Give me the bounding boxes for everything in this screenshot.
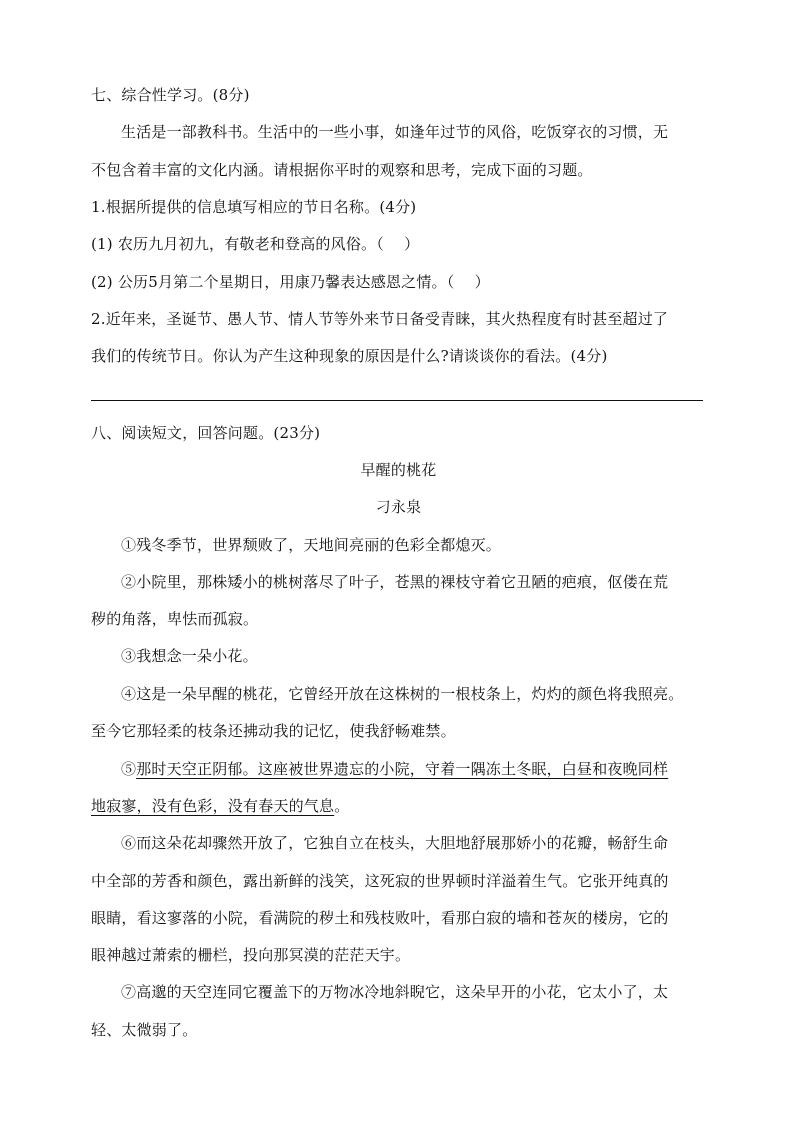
section-7-intro-line-1: 生活是一部教科书。生活中的一些小事，如逢年过节的风俗，吃饭穿衣的习惯，无 — [121, 123, 669, 141]
paragraph-5-line-1 — [121, 759, 706, 779]
article-author: 刁永泉 — [375, 498, 422, 516]
paragraph-5-underlined-text-1: 那时天空正阴郁。这座被世界遗忘的小院，守着一隅冻土冬眠，白昼和夜晚同样 — [136, 760, 669, 778]
paragraph-2-line-2: 秽的角落，卑怯而孤寂。 — [91, 610, 259, 628]
paragraph-4-line-2: 至今它那轻柔的枝条还拂动我的记忆，使我舒畅难禁。 — [91, 722, 456, 740]
article-title: 早醒的桃花 — [360, 461, 437, 479]
question-1: 1.根据所提供的信息填写相应的节日名称。(4分) — [91, 198, 417, 216]
question-2-line-2: 我们的传统节日。你认为产生这种现象的原因是什么?请谈谈你的看法。(4分) — [91, 347, 608, 365]
answer-line — [91, 400, 703, 401]
paragraph-6-line-3: 眼睛，看这寥落的小院，看满院的秽土和残枝败叶，看那白寂的墙和苍灰的楼房，它的 — [91, 909, 669, 927]
paragraph-2-line-1: ②小院里，那株矮小的桃树落尽了叶子，苍黑的裸枝守着它丑陋的疤痕，伛偻在荒 — [121, 573, 669, 591]
question-1-2: (2) 公历5月第二个星期日，用康乃馨表达感恩之情。（ ） — [91, 273, 490, 291]
paragraph-6-line-1: ⑥而这朵花却骤然开放了，它独自立在枝头，大胆地舒展那娇小的花瓣，畅舒生命 — [121, 834, 669, 852]
paragraph-5-underlined-text-2: 地寂寥，没有色彩，没有春天的气息 — [91, 797, 335, 815]
section-7-intro-line-2: 不包含着丰富的文化内涵。请根据你平时的观察和思考，完成下面的习题。 — [91, 161, 593, 179]
section-7-title: 七、综合性学习。(8分) — [91, 86, 250, 104]
paragraph-7-line-1: ⑦高邈的天空连同它覆盖下的万物冰冷地斜睨它，这朵早开的小花，它太小了，太 — [121, 983, 669, 1001]
paragraph-5-end: 。 — [334, 797, 350, 815]
paragraph-5-line-2 — [91, 796, 706, 816]
section-8-title: 八、阅读短文，回答问题。(23分) — [91, 424, 321, 442]
paragraph-4-line-1: ④这是一朵早醒的桃花，它曾经开放在这株树的一根枝条上，灼灼的颜色将我照亮。 — [121, 685, 684, 703]
paragraph-5-marker: ⑤ — [121, 760, 137, 778]
paragraph-1: ①残冬季节，世界颓败了，天地间亮丽的色彩全都熄灭。 — [121, 536, 502, 554]
question-1-1: (1) 农历九月初九，有敬老和登高的风俗。（ ） — [91, 235, 420, 253]
paragraph-6-line-2: 中全部的芳香和颜色，露出新鲜的浅笑，这死寂的世界顿时洋溢着生气。它张开纯真的 — [91, 872, 669, 890]
paragraph-3: ③我想念一朵小花。 — [121, 647, 258, 665]
question-2-line-1: 2.近年来，圣诞节、愚人节、情人节等外来节日备受青睐，其火热程度有时甚至超过了 — [91, 310, 669, 328]
paragraph-7-line-2: 轻、太微弱了。 — [91, 1021, 198, 1039]
paragraph-6-line-4: 眼神越过萧索的栅栏，投向那冥漠的茫茫天宇。 — [91, 946, 411, 964]
